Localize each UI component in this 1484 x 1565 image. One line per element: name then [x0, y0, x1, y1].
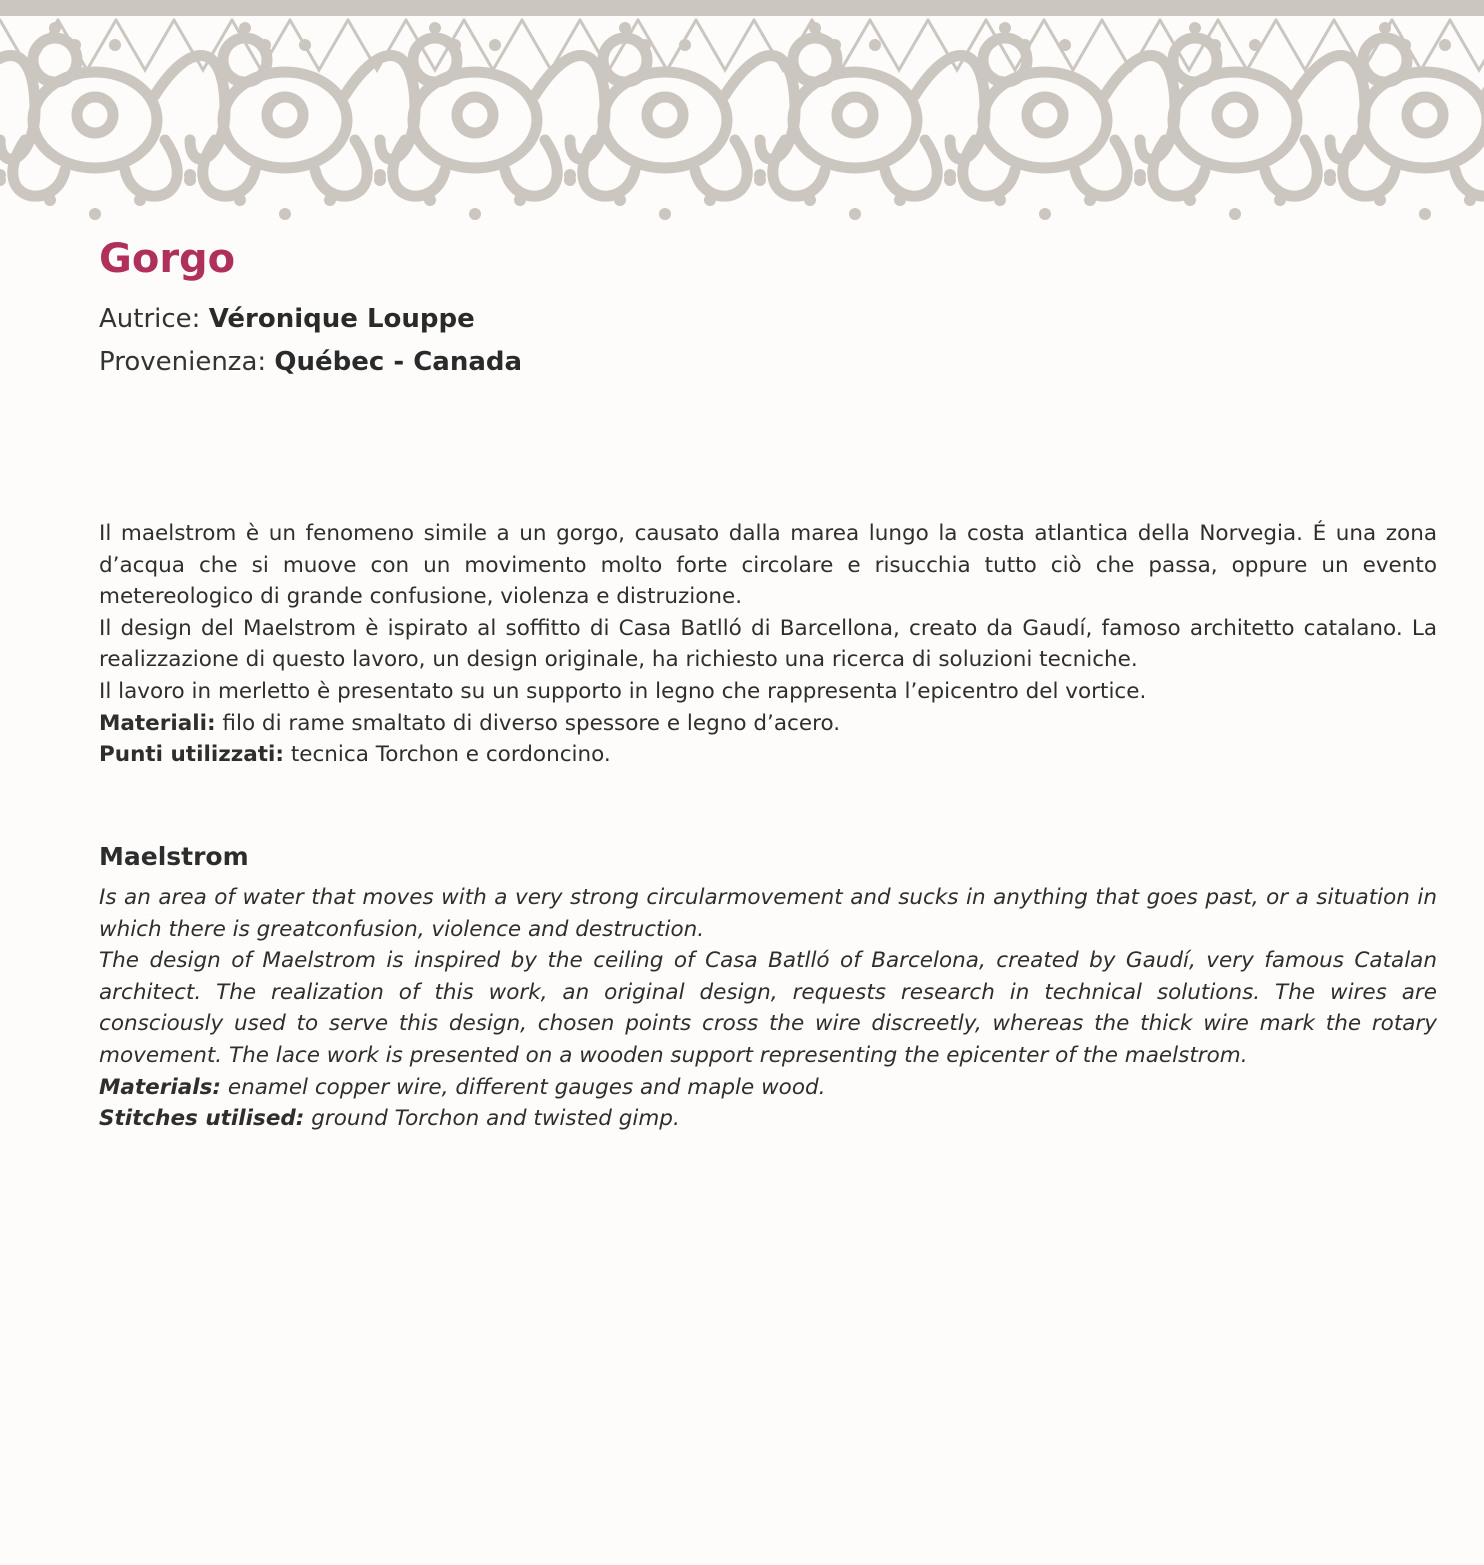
author-value: Véronique Louppe [208, 304, 475, 334]
author-line [99, 304, 475, 334]
italian-paragraph: Il maelstrom è un fenomeno simile a un gorgo, causato dalla marea lungo la costa atlantica della Norvegia. É una zona d’acqua che si muove con un movimento molto forte circolare e risucchia tutto ciò che passa, oppure un evento metereologico di grande confusione, violenza e distruzione. [99, 521, 1437, 610]
italian-paragraph: Il lavoro in merletto è presentato su un supporto in legno che rappresenta l’epicentro del vortice. [99, 678, 1147, 704]
origin-line [99, 347, 522, 377]
origin-label: Provenienza: [99, 347, 267, 377]
english-stitches [99, 1103, 1437, 1135]
italian-paragraph: Il design del Maelstrom è ispirato al soffitto di Casa Batlló di Barcellona, creato da Gaudí, famoso architetto catalano. La realizzazione di questo lavoro, un design originale, ha richiesto una ricerca di soluzioni tecniche. [99, 615, 1437, 673]
english-materials [99, 1072, 1437, 1104]
italian-stitches-label: Punti utilizzati: [99, 742, 284, 768]
english-stitches-label: Stitches utilised: [99, 1106, 305, 1132]
author-label: Autrice: [99, 304, 201, 334]
italian-materials-value: filo di rame smaltato di diverso spessore e legno d’acero. [215, 710, 841, 736]
english-materials-value: enamel copper wire, different gauges and maple wood. [221, 1074, 826, 1100]
italian-description [99, 518, 1437, 771]
page-title: Gorgo [99, 236, 236, 282]
origin-value: Québec - Canada [274, 347, 523, 377]
lace-border-ornament [0, 0, 1484, 230]
english-section-title: Maelstrom [99, 842, 249, 871]
english-description [99, 882, 1437, 1135]
english-paragraph: Is an area of water that moves with a very strong circularmovement and sucks in anything that goes past, or a situation in which there is greatconfusion, violence and destruction. [99, 885, 1437, 942]
english-materials-label: Materials: [99, 1074, 222, 1100]
italian-materials [99, 708, 1437, 740]
english-stitches-value: ground Torchon and twisted gimp. [304, 1106, 680, 1132]
italian-stitches [99, 739, 1437, 771]
english-paragraph: The design of Maelstrom is inspired by the ceiling of Casa Batlló of Barcelona, created by Gaudí, very famous Catalan architect. The realization of this work, an original design, requests research in technical solutions. The wires are consciously used to serve this design, chosen points cross the wire discreetly, whereas the thick wire mark the rotary movement. The lace work is presented on a wooden support representing the epicenter of the maelstrom. [99, 948, 1437, 1068]
italian-materials-label: Materiali: [99, 710, 216, 736]
italian-stitches-value: tecnica Torchon e cordoncino. [283, 742, 611, 768]
